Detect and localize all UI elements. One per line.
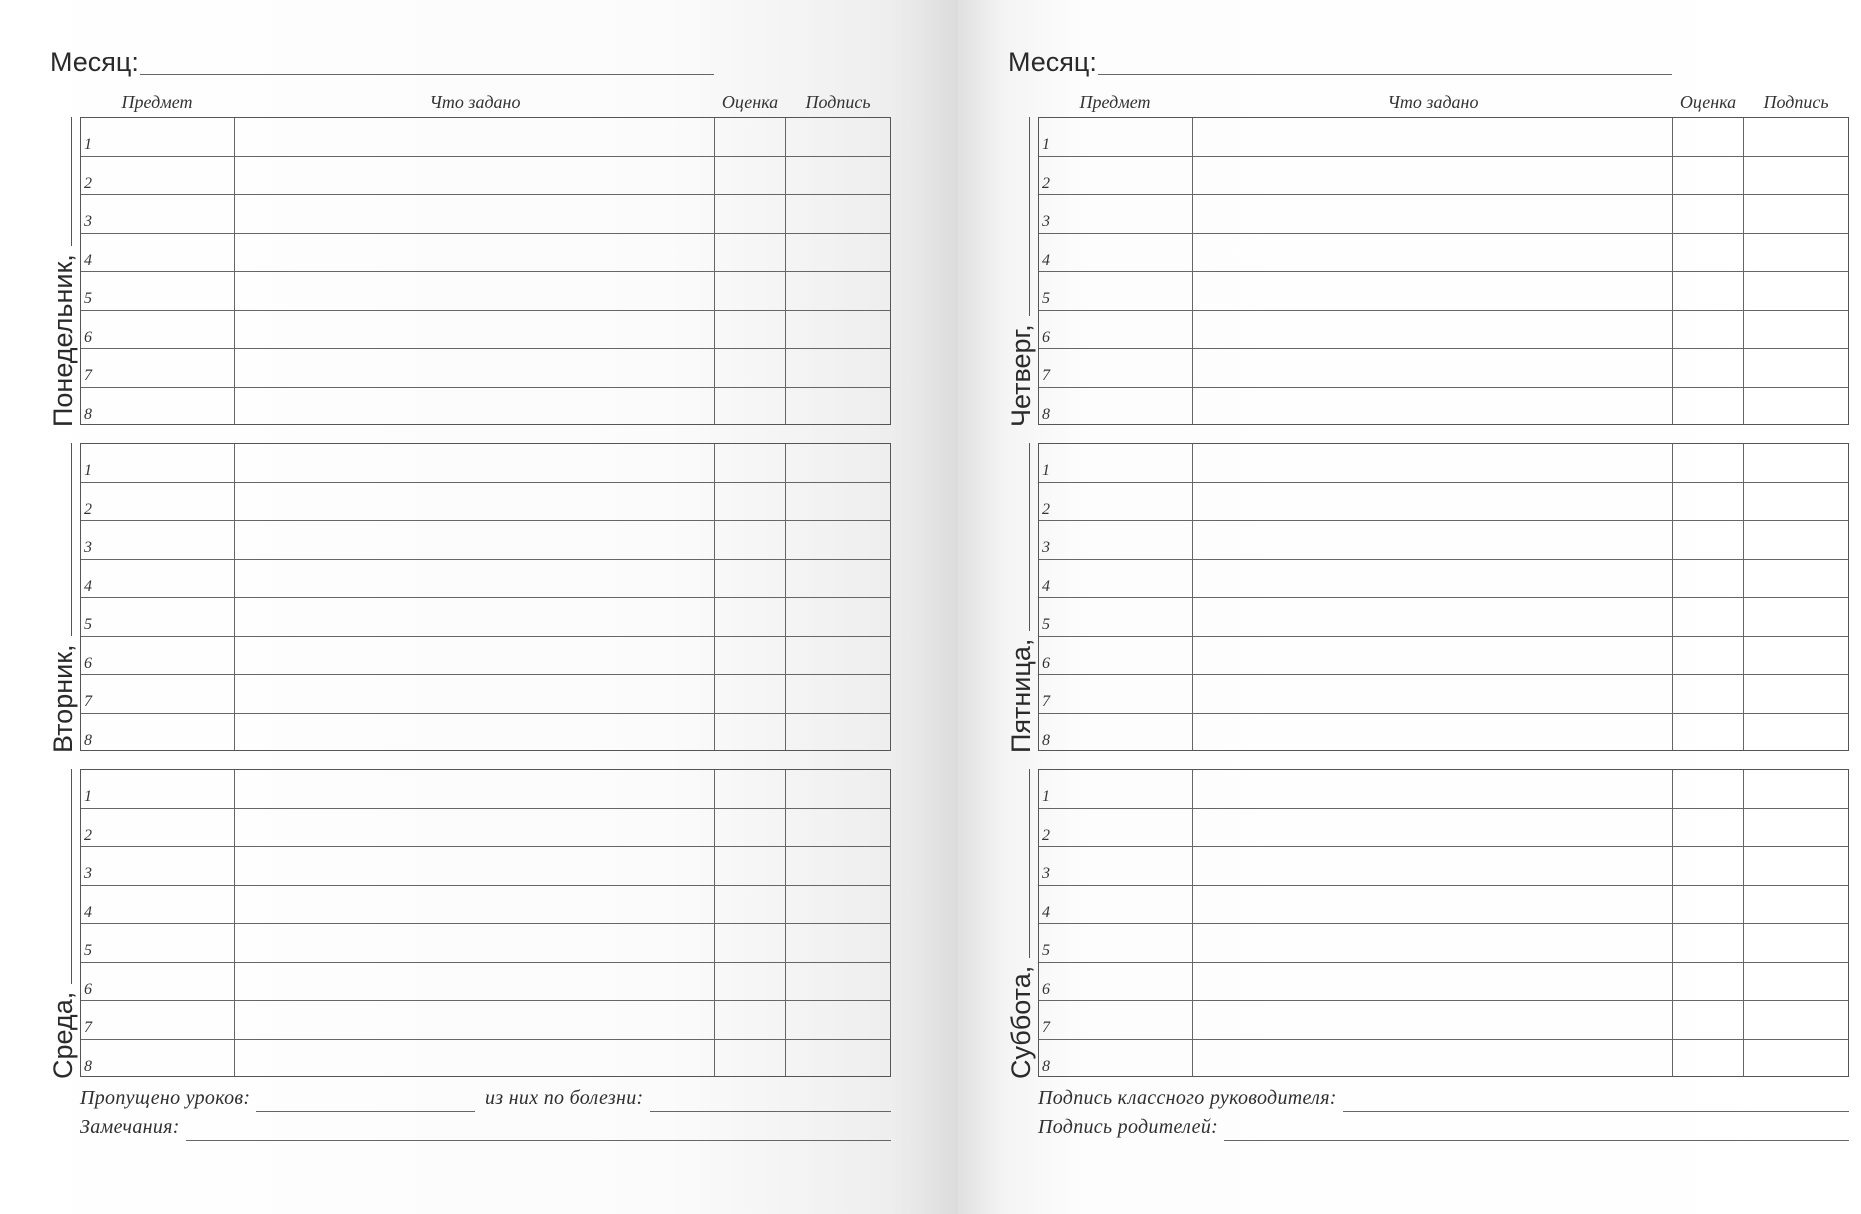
lesson-number: 1 <box>1042 136 1050 153</box>
lesson-number: 7 <box>84 1019 92 1036</box>
column-divider <box>714 118 715 424</box>
lesson-number: 2 <box>1042 826 1050 844</box>
lesson-number: 8 <box>84 731 92 749</box>
row-divider <box>81 636 890 637</box>
lesson-number: 4 <box>1042 577 1050 595</box>
column-divider <box>1192 118 1193 424</box>
row-divider <box>81 520 890 521</box>
month-field[interactable] <box>1098 74 1672 75</box>
row-divider <box>81 271 890 272</box>
lesson-number: 2 <box>84 174 92 192</box>
sign-header: Подпись <box>1763 92 1829 112</box>
date-field[interactable] <box>71 769 72 984</box>
grade-header: Оценка <box>721 92 779 112</box>
subject-header: Предмет <box>1079 92 1151 112</box>
lesson-number: 7 <box>1042 367 1050 384</box>
lesson-grid <box>80 117 891 425</box>
row-divider <box>1039 482 1848 483</box>
lesson-number: 1 <box>84 462 92 479</box>
date-field[interactable] <box>1029 769 1030 958</box>
column-divider <box>785 444 786 750</box>
footer-label: Подпись классного руководителя: <box>1038 1087 1337 1109</box>
lesson-number: 4 <box>1042 903 1050 921</box>
lesson-number: 1 <box>84 788 92 805</box>
lesson-number: 8 <box>84 1057 92 1075</box>
lesson-number: 6 <box>84 328 92 346</box>
month-field[interactable] <box>140 74 714 75</box>
column-divider <box>1672 770 1673 1076</box>
column-divider <box>714 444 715 750</box>
lesson-number: 7 <box>84 693 92 710</box>
column-divider <box>1743 770 1744 1076</box>
column-divider <box>1743 118 1744 424</box>
row-divider <box>81 348 890 349</box>
lesson-grid <box>80 769 891 1077</box>
footer-label: из них по болезни: <box>485 1087 644 1109</box>
lesson-grid <box>1038 117 1849 425</box>
footer-field[interactable] <box>256 1111 475 1112</box>
column-divider <box>234 118 235 424</box>
lesson-number: 7 <box>1042 693 1050 710</box>
row-divider <box>81 962 890 963</box>
row-divider <box>1039 713 1848 714</box>
footer-label: Замечания: <box>80 1116 180 1138</box>
lesson-number: 3 <box>84 539 92 556</box>
column-divider <box>234 770 235 1076</box>
lesson-number: 2 <box>1042 500 1050 518</box>
task-header: Что задано <box>1387 92 1479 112</box>
row-divider <box>81 674 890 675</box>
column-divider <box>1672 118 1673 424</box>
lesson-number: 4 <box>84 903 92 921</box>
lesson-number: 6 <box>84 980 92 998</box>
lesson-number: 5 <box>84 290 92 307</box>
lesson-number: 5 <box>1042 942 1050 959</box>
row-divider <box>81 482 890 483</box>
row-divider <box>1039 559 1848 560</box>
sign-header: Подпись <box>805 92 871 112</box>
row-divider <box>81 713 890 714</box>
lesson-number: 1 <box>1042 788 1050 805</box>
row-divider <box>1039 1039 1848 1040</box>
lesson-number: 5 <box>84 616 92 633</box>
footer-field[interactable] <box>650 1111 891 1112</box>
column-divider <box>1192 770 1193 1076</box>
day-label: Пятница, <box>1006 638 1036 753</box>
month-label: Месяц: <box>1008 47 1097 77</box>
row-divider <box>81 885 890 886</box>
lesson-number: 7 <box>1042 1019 1050 1036</box>
row-divider <box>1039 636 1848 637</box>
row-divider <box>81 923 890 924</box>
row-divider <box>1039 808 1848 809</box>
lesson-number: 7 <box>84 367 92 384</box>
lesson-number: 2 <box>1042 174 1050 192</box>
day-label: Понедельник, <box>48 254 78 427</box>
lesson-number: 4 <box>84 251 92 269</box>
column-divider <box>785 770 786 1076</box>
lesson-number: 3 <box>1042 213 1050 230</box>
footer-field[interactable] <box>1224 1140 1849 1141</box>
row-divider <box>1039 962 1848 963</box>
row-divider <box>1039 271 1848 272</box>
day-label: Вторник, <box>48 644 78 753</box>
date-field[interactable] <box>1029 443 1030 631</box>
footer-label: Пропущено уроков: <box>80 1087 251 1109</box>
row-divider <box>1039 597 1848 598</box>
row-divider <box>81 597 890 598</box>
row-divider <box>81 156 890 157</box>
row-divider <box>1039 348 1848 349</box>
lesson-number: 3 <box>84 865 92 882</box>
lesson-grid <box>1038 769 1849 1077</box>
lesson-grid <box>80 443 891 751</box>
lesson-grid <box>1038 443 1849 751</box>
day-label: Среда, <box>48 991 78 1079</box>
grade-header: Оценка <box>1679 92 1737 112</box>
column-divider <box>785 118 786 424</box>
row-divider <box>1039 846 1848 847</box>
row-divider <box>81 808 890 809</box>
row-divider <box>81 233 890 234</box>
date-field[interactable] <box>71 443 72 636</box>
lesson-number: 3 <box>1042 539 1050 556</box>
lesson-number: 8 <box>1042 1057 1050 1075</box>
lesson-number: 3 <box>1042 865 1050 882</box>
row-divider <box>1039 885 1848 886</box>
lesson-number: 3 <box>84 213 92 230</box>
lesson-number: 4 <box>1042 251 1050 269</box>
lesson-number: 4 <box>84 577 92 595</box>
row-divider <box>1039 1000 1848 1001</box>
lesson-number: 6 <box>1042 654 1050 672</box>
row-divider <box>81 387 890 388</box>
day-label: Четверг, <box>1006 324 1036 427</box>
diary-page-right <box>958 0 1861 1214</box>
lesson-number: 2 <box>84 500 92 518</box>
lesson-number: 8 <box>84 405 92 423</box>
row-divider <box>1039 923 1848 924</box>
lesson-number: 2 <box>84 826 92 844</box>
lesson-number: 5 <box>84 942 92 959</box>
footer-field[interactable] <box>186 1140 891 1141</box>
subject-header: Предмет <box>121 92 193 112</box>
row-divider <box>81 559 890 560</box>
column-divider <box>1192 444 1193 750</box>
lesson-number: 6 <box>1042 980 1050 998</box>
row-divider <box>1039 387 1848 388</box>
row-divider <box>1039 310 1848 311</box>
footer-field[interactable] <box>1343 1111 1849 1112</box>
lesson-number: 6 <box>84 654 92 672</box>
lesson-number: 1 <box>1042 462 1050 479</box>
lesson-number: 6 <box>1042 328 1050 346</box>
lesson-number: 5 <box>1042 290 1050 307</box>
task-header: Что задано <box>429 92 521 112</box>
lesson-number: 5 <box>1042 616 1050 633</box>
column-divider <box>714 770 715 1076</box>
row-divider <box>81 1000 890 1001</box>
footer-label: Подпись родителей: <box>1038 1116 1219 1138</box>
row-divider <box>81 194 890 195</box>
lesson-number: 8 <box>1042 731 1050 749</box>
row-divider <box>1039 674 1848 675</box>
row-divider <box>81 1039 890 1040</box>
date-field[interactable] <box>1029 117 1030 316</box>
lesson-number: 8 <box>1042 405 1050 423</box>
row-divider <box>1039 194 1848 195</box>
column-divider <box>234 444 235 750</box>
month-label: Месяц: <box>50 47 139 77</box>
row-divider <box>81 310 890 311</box>
column-divider <box>1743 444 1744 750</box>
row-divider <box>81 846 890 847</box>
row-divider <box>1039 156 1848 157</box>
row-divider <box>1039 520 1848 521</box>
date-field[interactable] <box>71 117 72 246</box>
day-label: Суббота, <box>1006 965 1036 1079</box>
column-divider <box>1672 444 1673 750</box>
row-divider <box>1039 233 1848 234</box>
lesson-number: 1 <box>84 136 92 153</box>
